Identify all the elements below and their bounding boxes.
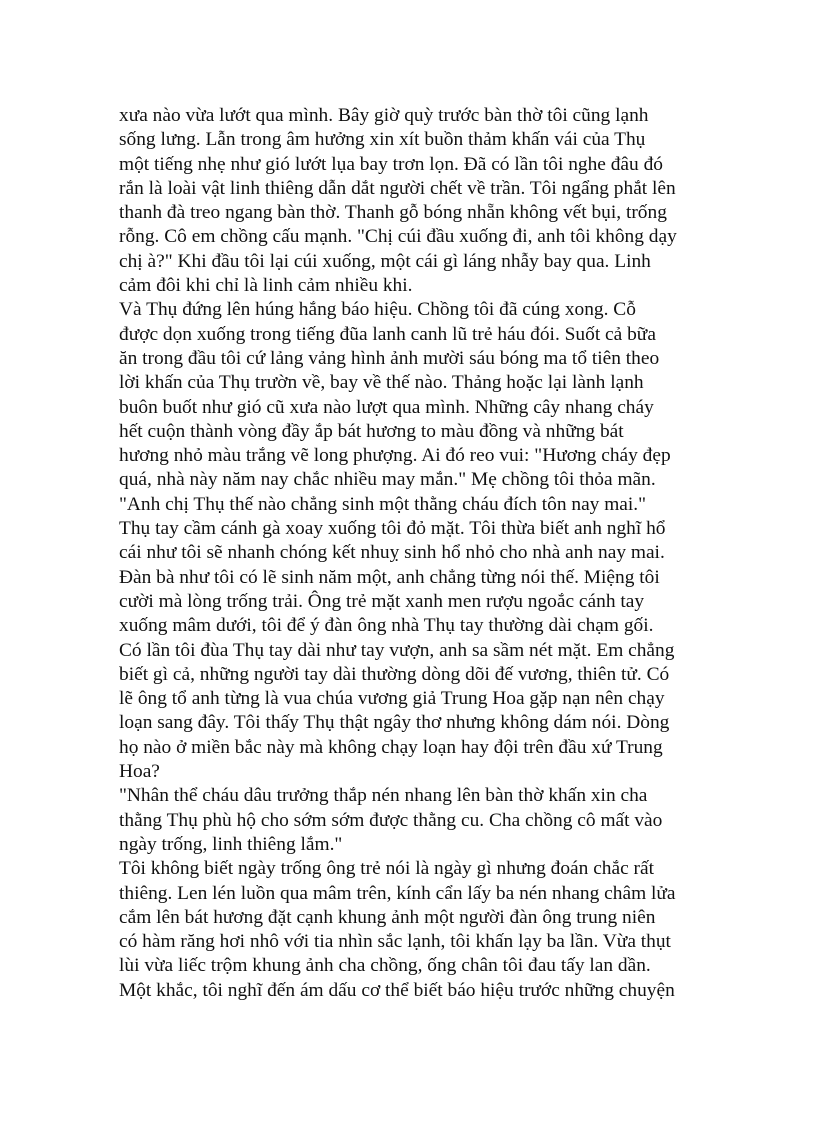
text-line: thanh đà treo ngang bàn thờ. Thanh gỗ bóng nhẵn không vết bụi, trống [119,202,667,224]
text-line: cảm đôi khi chỉ là linh cảm nhiều khi. [119,275,413,297]
text-line: có hàm răng hơi nhô với tia nhìn sắc lạnh, tôi khấn lạy ba lần. Vừa thụt [119,931,671,953]
text-line: cắm lên bát hương đặt cạnh khung ảnh một người đàn ông trung niên [119,906,656,928]
text-line: lẽ ông tổ anh từng là vua chúa vương giả Trung Hoa gặp nạn nên chạy [119,688,665,710]
text-line: được dọn xuống trong tiếng đũa lanh canh lũ trẻ háu đói. Suốt cả bữa [119,323,656,345]
text-line: sống lưng. Lẫn trong âm hưởng xin xít buồn thảm khấn vái của Thụ [119,129,646,151]
text-line: ăn trong đầu tôi cứ lảng vảng hình ảnh mười sáu bóng ma tổ tiên theo [119,347,660,369]
text-line: loạn sang đây. Tôi thấy Thụ thật ngây thơ nhưng không dám nói. Dòng [119,712,670,734]
text-line: Hoa? [119,761,160,783]
text-line: xưa nào vừa lướt qua mình. Bây giờ quỳ trước bàn thờ tôi cũng lạnh [119,105,649,126]
text-line: biết gì cả, những người tay dài thường dòng dõi đế vương, thiên tử. Có [119,663,670,685]
text-line: Thụ tay cầm cánh gà xoay xuống tôi đỏ mặt. Tôi thừa biết anh nghĩ hổ [119,518,666,540]
text-line: ngày trống, linh thiêng lắm." [119,833,343,855]
text-line: "Nhân thể cháu dâu trưởng thắp nén nhang lên bàn thờ khấn xin cha [119,785,648,807]
text-line: lời khấn của Thụ trườn về, bay về thế nào. Thảng hoặc lại lành lạnh [119,372,644,394]
text-line: cười mà lòng trống trải. Ông trẻ mặt xanh men rượu ngoắc cánh tay [119,590,645,612]
text-line: Và Thụ đứng lên húng hắng báo hiệu. Chồng tôi đã cúng xong. Cỗ [119,299,636,321]
body-text [119,104,709,1003]
text-line: rỗng. Cô em chồng cấu mạnh. "Chị cúi đầu xuống đi, anh tôi không dạy [119,226,677,248]
text-line: buôn buốt như gió cũ xưa nào lượt qua mình. Những cây nhang cháy [119,396,654,418]
text-line: rắn là loài vật linh thiêng dẫn dắt người chết về trần. Tôi ngẩng phắt lên [119,177,676,199]
text-line: hết cuộn thành vòng đầy ắp bát hương to màu đồng và những bát [119,420,624,442]
text-line: xuống mâm dưới, tôi để ý đàn ông nhà Thụ tay thường dài chạm gối. [119,615,654,637]
text-line: chị à?" Khi đầu tôi lại cúi xuống, một cái gì láng nhẫy bay qua. Linh [119,250,651,272]
text-line: lùi vừa liếc trộm khung ảnh cha chồng, ống chân tôi đau tấy lan dần. [119,955,651,977]
text-line: Đàn bà như tôi có lẽ sinh năm một, anh chẳng từng nói thế. Miệng tôi [119,566,660,588]
text-line: thằng Thụ phù hộ cho sớm sớm được thằng cu. Cha chồng cô mất vào [119,809,663,831]
text-line: Có lần tôi đùa Thụ tay dài như tay vượn, anh sa sầm nét mặt. Em chẳng [119,639,675,661]
text-line: "Anh chị Thụ thế nào chẳng sinh một thằng cháu đích tôn nay mai." [119,493,647,515]
text-line: hương nhỏ màu trắng vẽ long phượng. Ai đó reo vui: "Hương cháy đẹp [119,445,671,467]
text-line: một tiếng nhẹ như gió lướt lụa bay trơn lọn. Đã có lần tôi nghe đâu đó [119,153,663,175]
text-line: cái như tôi sẽ nhanh chóng kết nhuỵ sinh hổ nhỏ cho nhà anh nay mai. [119,542,665,564]
text-line: Một khắc, tôi nghĩ đến ám dấu cơ thể biết báo hiệu trước những chuyện [119,979,675,1001]
text-line: quá, nhà này năm nay chắc nhiều may mắn." Mẹ chồng tôi thỏa mãn. [119,469,656,491]
text-line: họ nào ở miền bắc này mà không chạy loạn hay đội trên đầu xứ Trung [119,736,663,758]
text-line: thiêng. Len lén luồn qua mâm trên, kính cẩn lấy ba nén nhang châm lửa [119,882,676,904]
text-line: Tôi không biết ngày trống ông trẻ nói là ngày gì nhưng đoán chắc rất [119,858,655,880]
